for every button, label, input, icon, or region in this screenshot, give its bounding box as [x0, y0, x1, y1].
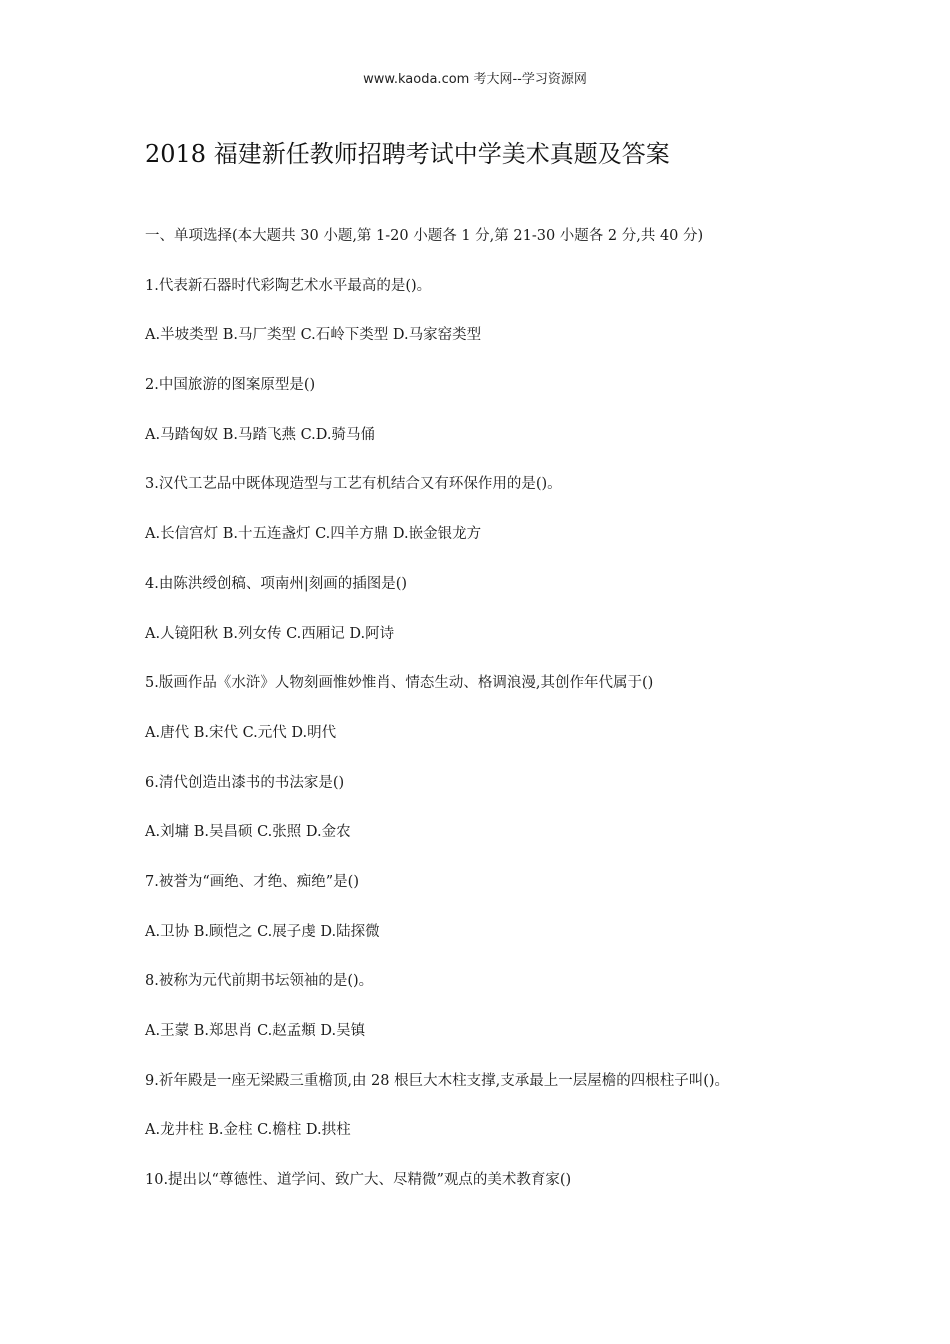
- question-6: 6.清代创造出漆书的书法家是(): [145, 774, 345, 791]
- options-1: A.半坡类型 B.马厂类型 C.石岭下类型 D.马家窑类型: [145, 327, 482, 344]
- options-6: A.刘墉 B.吴昌硕 C.张照 D.金农: [145, 824, 351, 841]
- options-8: A.王蒙 B.郑思肖 C.赵孟頫 D.吴镇: [145, 1023, 366, 1039]
- document-body: [145, 226, 845, 1220]
- question-4: 4.由陈洪绶创稿、项南州|刻画的插图是(): [145, 575, 408, 592]
- options-7: A.卫协 B.顾恺之 C.展子虔 D.陆探微: [145, 923, 380, 940]
- options-4: A.人镜阳秋 B.列女传 C.西厢记 D.阿诗: [145, 625, 395, 642]
- options-2: A.马踏匈奴 B.马踏飞燕 C.D.骑马俑: [145, 426, 375, 443]
- question-9: 9.祈年殿是一座无梁殿三重檐顶,由 28 根巨大木柱支撑,支承最上一层屋檐的四根柱子叫()。: [145, 1072, 730, 1089]
- page-header: www.kaoda.com 考大网--学习资源网: [363, 72, 587, 87]
- options-9: A.龙井柱 B.金柱 C.檐柱 D.拱柱: [145, 1122, 351, 1139]
- question-1: 1.代表新石器时代彩陶艺术水平最高的是()。: [145, 277, 432, 294]
- question-7: 7.被誉为“画绝、才绝、痴绝”是(): [145, 873, 359, 890]
- question-2: 2.中国旅游的图案原型是(): [145, 377, 316, 394]
- options-5: A.唐代 B.宋代 C.元代 D.明代: [145, 724, 337, 741]
- section-heading: 一、单项选择(本大题共 30 小题,第 1-20 小题各 1 分,第 21-30 小题各 2 分,共 40 分): [145, 228, 704, 244]
- question-5: 5.版画作品《水浒》人物刻画惟妙惟肖、情态生动、格调浪漫,其创作年代属于(): [145, 675, 654, 692]
- question-8: 8.被称为元代前期书坛领袖的是()。: [145, 973, 374, 990]
- options-3: A.长信宫灯 B.十五连盏灯 C.四羊方鼎 D.嵌金银龙方: [145, 526, 482, 543]
- question-3: 3.汉代工艺品中既体现造型与工艺有机结合又有环保作用的是()。: [145, 476, 562, 493]
- document-title: 2018 福建新任教师招聘考试中学美术真题及答案: [145, 140, 670, 168]
- question-10: 10.提出以“尊德性、道学问、致广大、尽精微”观点的美术教育家(): [145, 1172, 572, 1189]
